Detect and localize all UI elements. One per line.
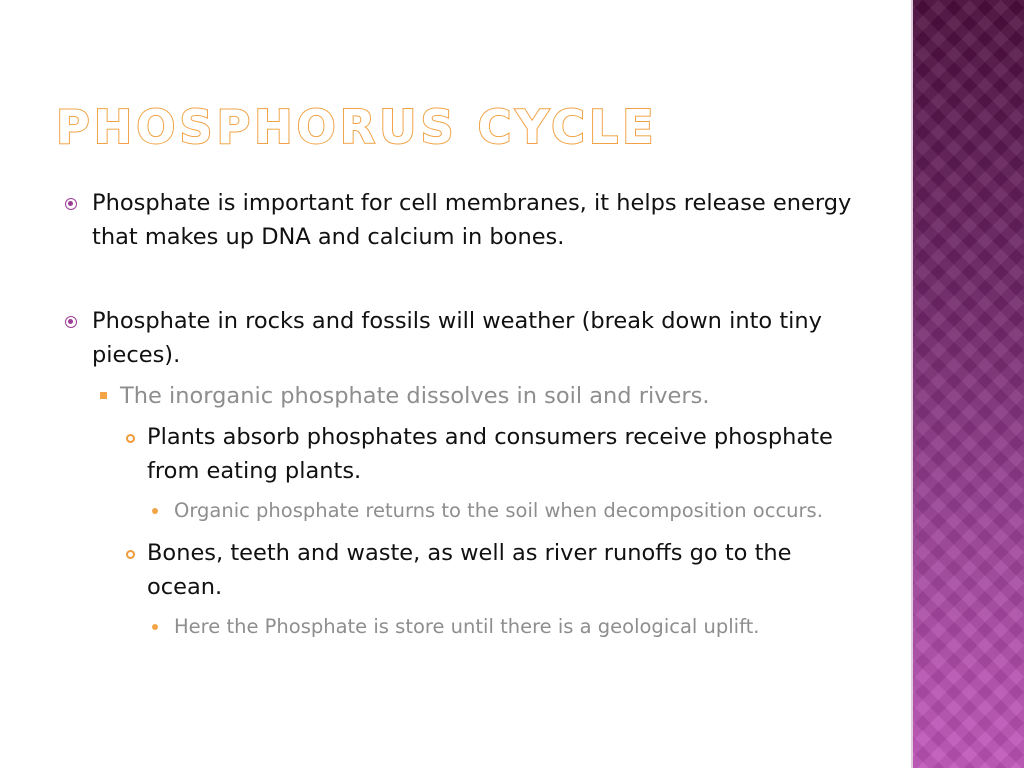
bullet-text: Phosphate is important for cell membranes, it helps release energy that makes up DNA and calcium in bones. <box>92 190 852 250</box>
bullet-item-2-1-1 <box>125 420 860 488</box>
circle-bullet-icon <box>65 198 77 210</box>
bullet-item-2-1-2-1 <box>150 612 860 642</box>
ring-bullet-icon <box>126 434 135 443</box>
square-bullet-icon <box>100 392 107 399</box>
ring-bullet-icon <box>126 550 135 559</box>
bullet-text: Here the Phosphate is store until there is a geological uplift. <box>174 615 760 638</box>
dot-bullet-icon <box>152 624 158 630</box>
bullet-text: Bones, teeth and waste, as well as river runoffs go to the ocean. <box>147 540 792 600</box>
bullet-item-2 <box>60 304 860 372</box>
bullet-text: Organic phosphate returns to the soil when decomposition occurs. <box>174 499 823 522</box>
bullet-list <box>60 186 860 642</box>
bullet-item-2-1-2 <box>125 536 860 604</box>
circle-bullet-icon <box>65 316 77 328</box>
bullet-text: The inorganic phosphate dissolves in soil and rivers. <box>120 383 710 409</box>
bullet-text: Plants absorb phosphates and consumers receive phosphate from eating plants. <box>147 424 833 484</box>
dot-bullet-icon <box>152 508 158 514</box>
bullet-item-1 <box>60 186 860 254</box>
slide-title: PHOSPHORUS CYCLE <box>56 100 658 154</box>
bullet-item-2-1 <box>100 380 860 412</box>
bullet-text: Phosphate in rocks and fossils will weather (break down into tiny pieces). <box>92 308 822 368</box>
bullet-item-2-1-1-1 <box>150 496 860 526</box>
decorative-side-panel <box>911 0 1024 768</box>
